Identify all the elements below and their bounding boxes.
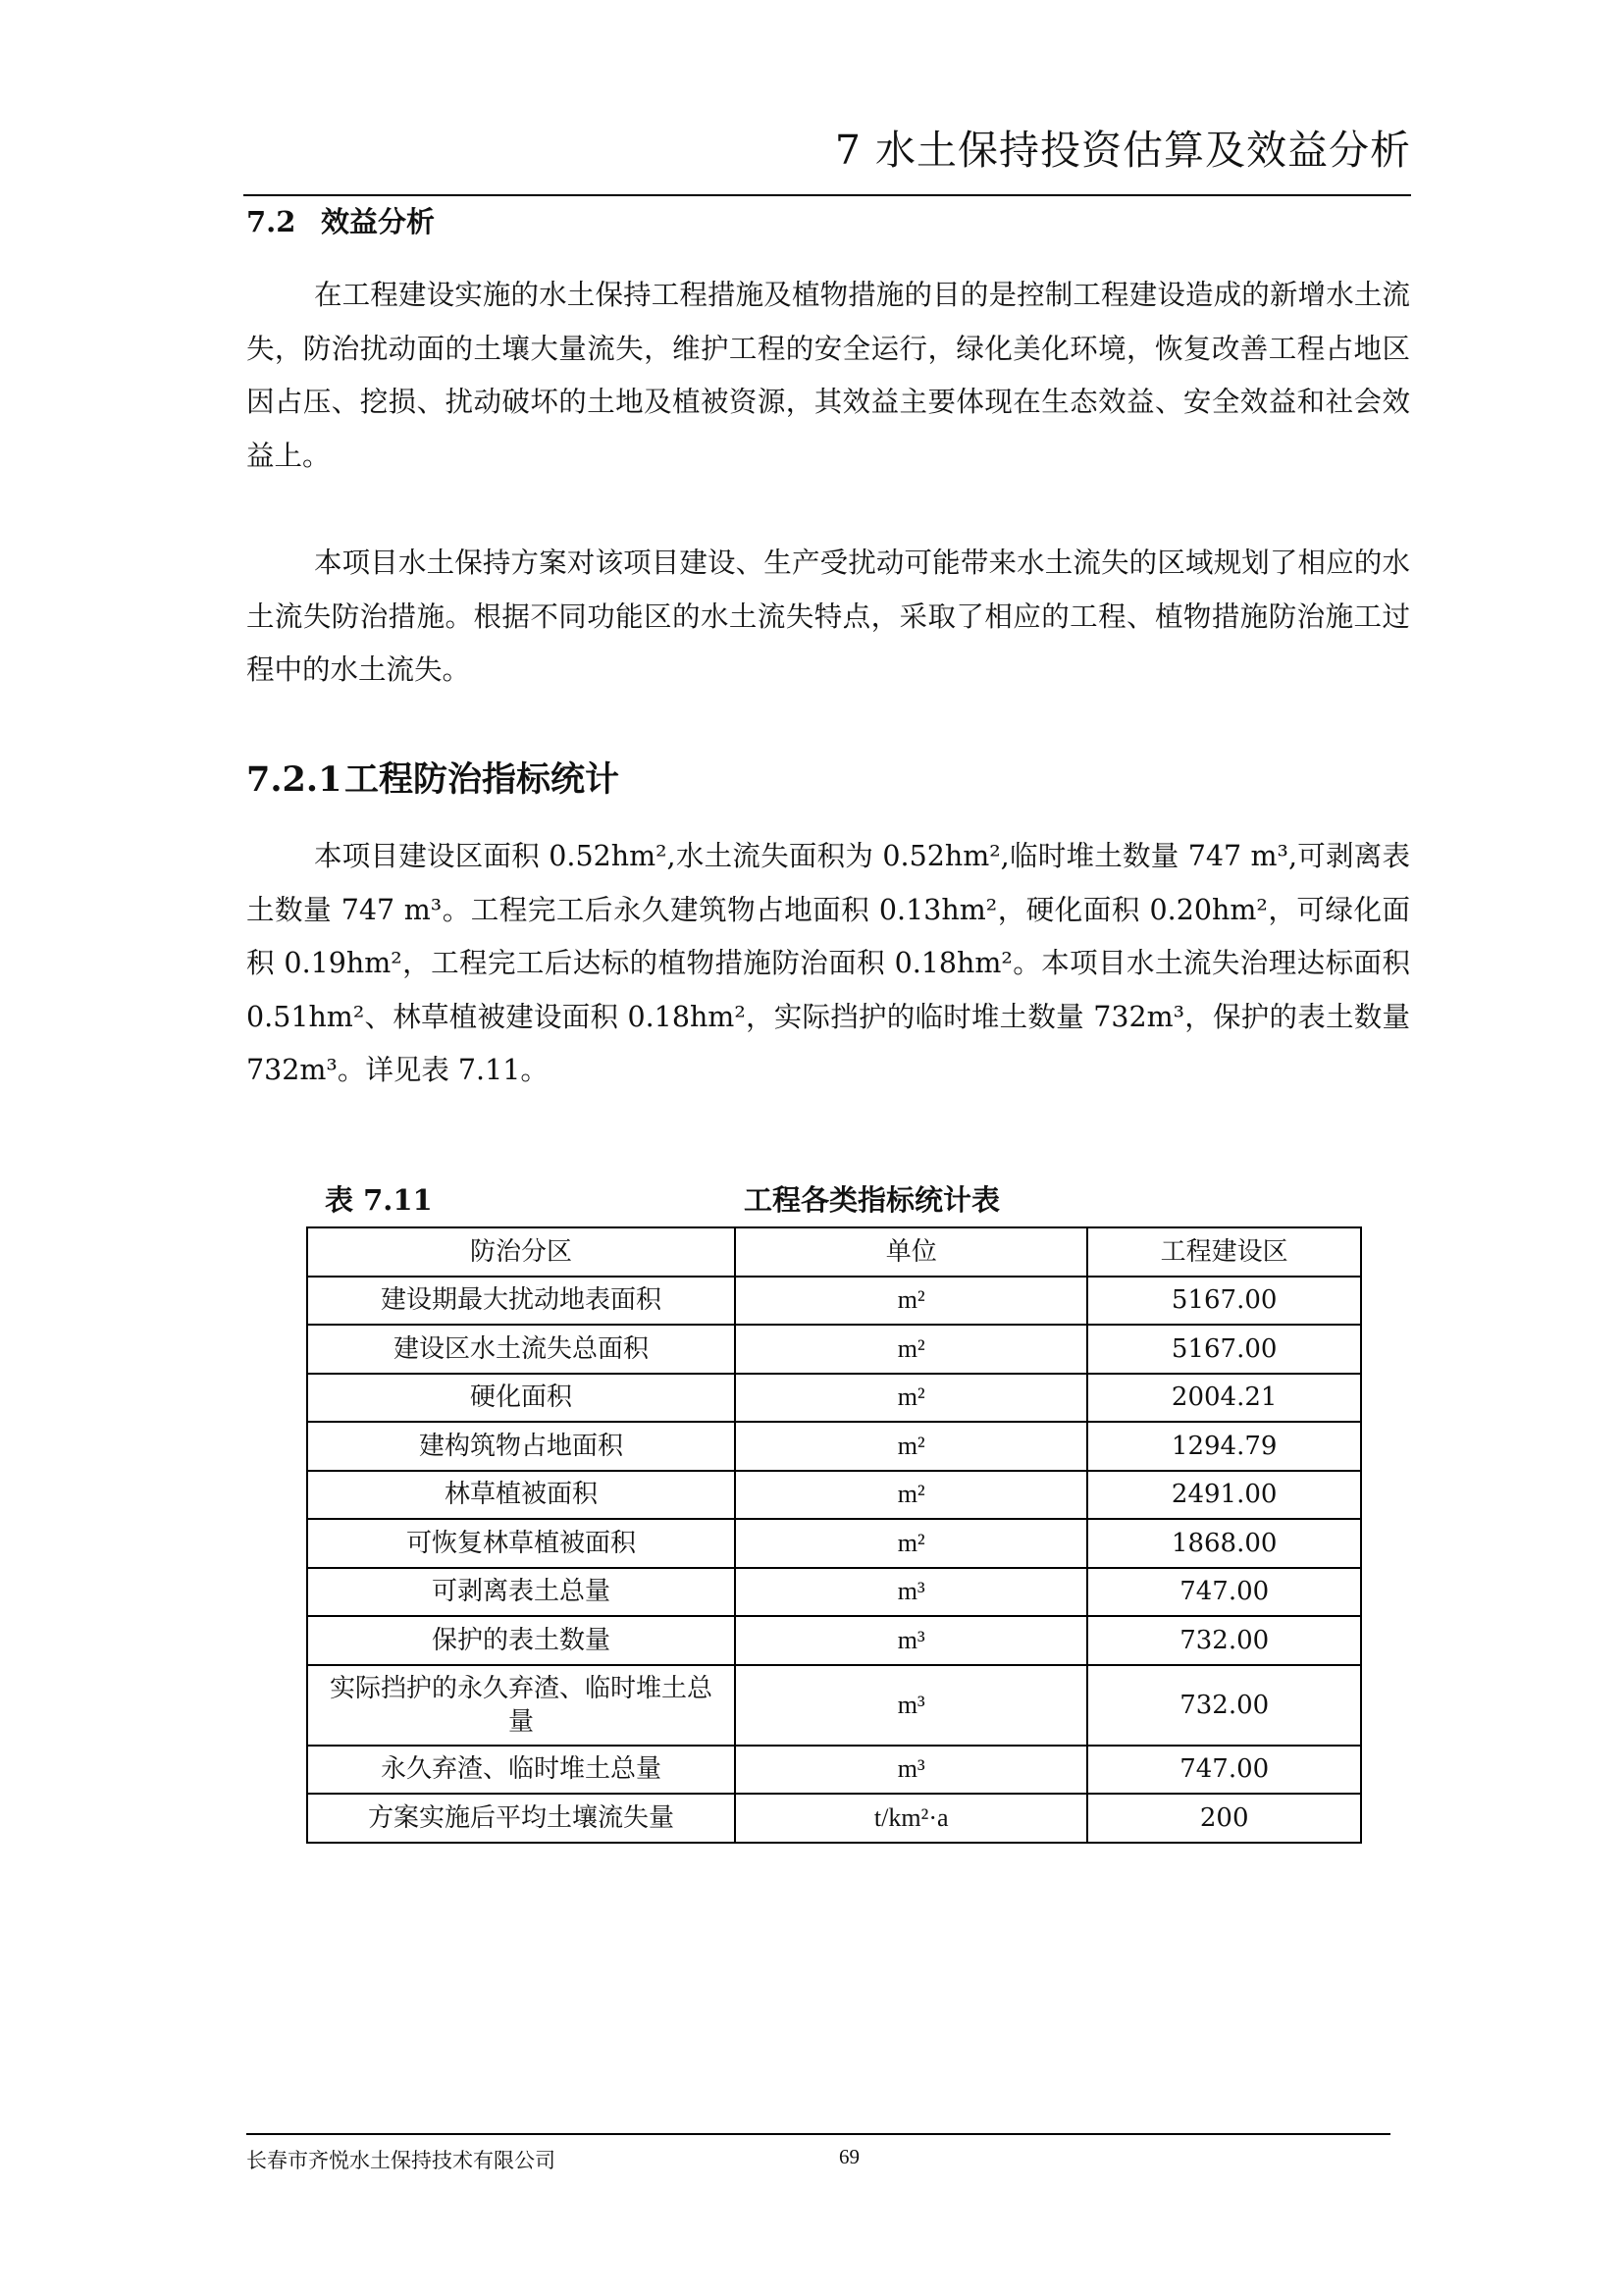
section-number: 7.2 [246,205,296,238]
row-item: 永久弃渣、临时堆土总量 [307,1746,735,1795]
row-unit: m² [735,1519,1087,1568]
row-unit: m² [735,1325,1087,1374]
table-row [307,1374,1361,1423]
row-value: 1294.79 [1087,1422,1361,1471]
table-row [307,1277,1361,1326]
row-item: 建设期最大扰动地表面积 [307,1277,735,1326]
row-unit: m² [735,1422,1087,1471]
row-item: 保护的表土数量 [307,1616,735,1665]
row-item: 硬化面积 [307,1374,735,1423]
row-unit: m² [735,1374,1087,1423]
row-item: 林草植被面积 [307,1471,735,1520]
row-unit: m³ [735,1665,1087,1746]
page-number: 69 [839,2145,860,2168]
header-construction-area: 工程建设区 [1087,1227,1361,1277]
table-row [307,1568,1361,1617]
row-value: 2004.21 [1087,1374,1361,1423]
section-heading [246,200,435,240]
row-value: 5167.00 [1087,1325,1361,1374]
row-unit: m³ [735,1746,1087,1795]
subsection-title: 工程防治指标统计 [344,759,620,800]
row-value: 732.00 [1087,1616,1361,1665]
row-value: 747.00 [1087,1568,1361,1617]
chapter-title: 7 水土保持投资估算及效益分析 [834,127,1411,174]
table-row [307,1471,1361,1520]
table-header-row [307,1227,1361,1277]
row-value: 2491.00 [1087,1471,1361,1520]
row-value: 5167.00 [1087,1277,1361,1326]
table-row [307,1325,1361,1374]
header-unit: 单位 [735,1227,1087,1277]
row-unit: t/km²·a [735,1794,1087,1843]
paragraph-indicators: 本项目建设区面积 0.52hm²,水土流失面积为 0.52hm²,临时堆土数量 747 m³,可剥离表土数量 747 m³。工程完工后永久建筑物占地面积 0.13hm²，硬化面积 0.20hm²，可绿化面积 0.19hm²，工程完工后达标的植物措施防治面积 0.18hm²。本项目水土流失治理达标面积 0.51hm²、林草植被建设面积 0.18hm²，实际挡护的临时堆土数量 732m³，保护的表土数量 732m³。详见表 7.11。 [246,840,1410,1086]
row-value: 1868.00 [1087,1519,1361,1568]
table-label: 表 7.11 [325,1183,433,1217]
table-row [307,1519,1361,1568]
row-unit: m³ [735,1616,1087,1665]
page-footer [246,2133,1390,2172]
subsection-heading [246,753,619,802]
header-zone: 防治分区 [307,1227,735,1277]
indicator-table [306,1226,1362,1844]
row-value: 200 [1087,1794,1361,1843]
section-title: 效益分析 [321,205,436,238]
row-item: 实际挡护的永久弃渣、临时堆土总量 [307,1665,735,1746]
subsection-number: 7.2.1 [246,759,342,800]
row-unit: m² [735,1277,1087,1326]
row-item: 可剥离表土总量 [307,1568,735,1617]
table-row [307,1746,1361,1795]
row-value: 732.00 [1087,1665,1361,1746]
footer-company: 长春市齐悦水土保持技术有限公司 [246,2149,555,2172]
row-item: 建构筑物占地面积 [307,1422,735,1471]
table-row [307,1616,1361,1665]
table-row [307,1665,1361,1746]
page-header [243,108,1411,196]
paragraph-measures: 本项目水土保持方案对该项目建设、生产受扰动可能带来水土流失的区域规划了相应的水土流失防治措施。根据不同功能区的水土流失特点，采取了相应的工程、植物措施防治施工过程中的水土流失。 [246,547,1410,686]
row-unit: m² [735,1471,1087,1520]
row-item: 可恢复林草植被面积 [307,1519,735,1568]
row-value: 747.00 [1087,1746,1361,1795]
paragraph-benefit-intro: 在工程建设实施的水土保持工程措施及植物措施的目的是控制工程建设造成的新增水土流失，防治扰动面的土壤大量流失，维护工程的安全运行，绿化美化环境，恢复改善工程占地区因占压、挖损、扰动破坏的土地及植被资源，其效益主要体现在生态效益、安全效益和社会效益上。 [246,279,1410,472]
table-row [307,1422,1361,1471]
table-title: 工程各类指标统计表 [744,1183,1001,1217]
row-item: 方案实施后平均土壤流失量 [307,1794,735,1843]
row-unit: m³ [735,1568,1087,1617]
table-row [307,1794,1361,1843]
row-item: 建设区水土流失总面积 [307,1325,735,1374]
